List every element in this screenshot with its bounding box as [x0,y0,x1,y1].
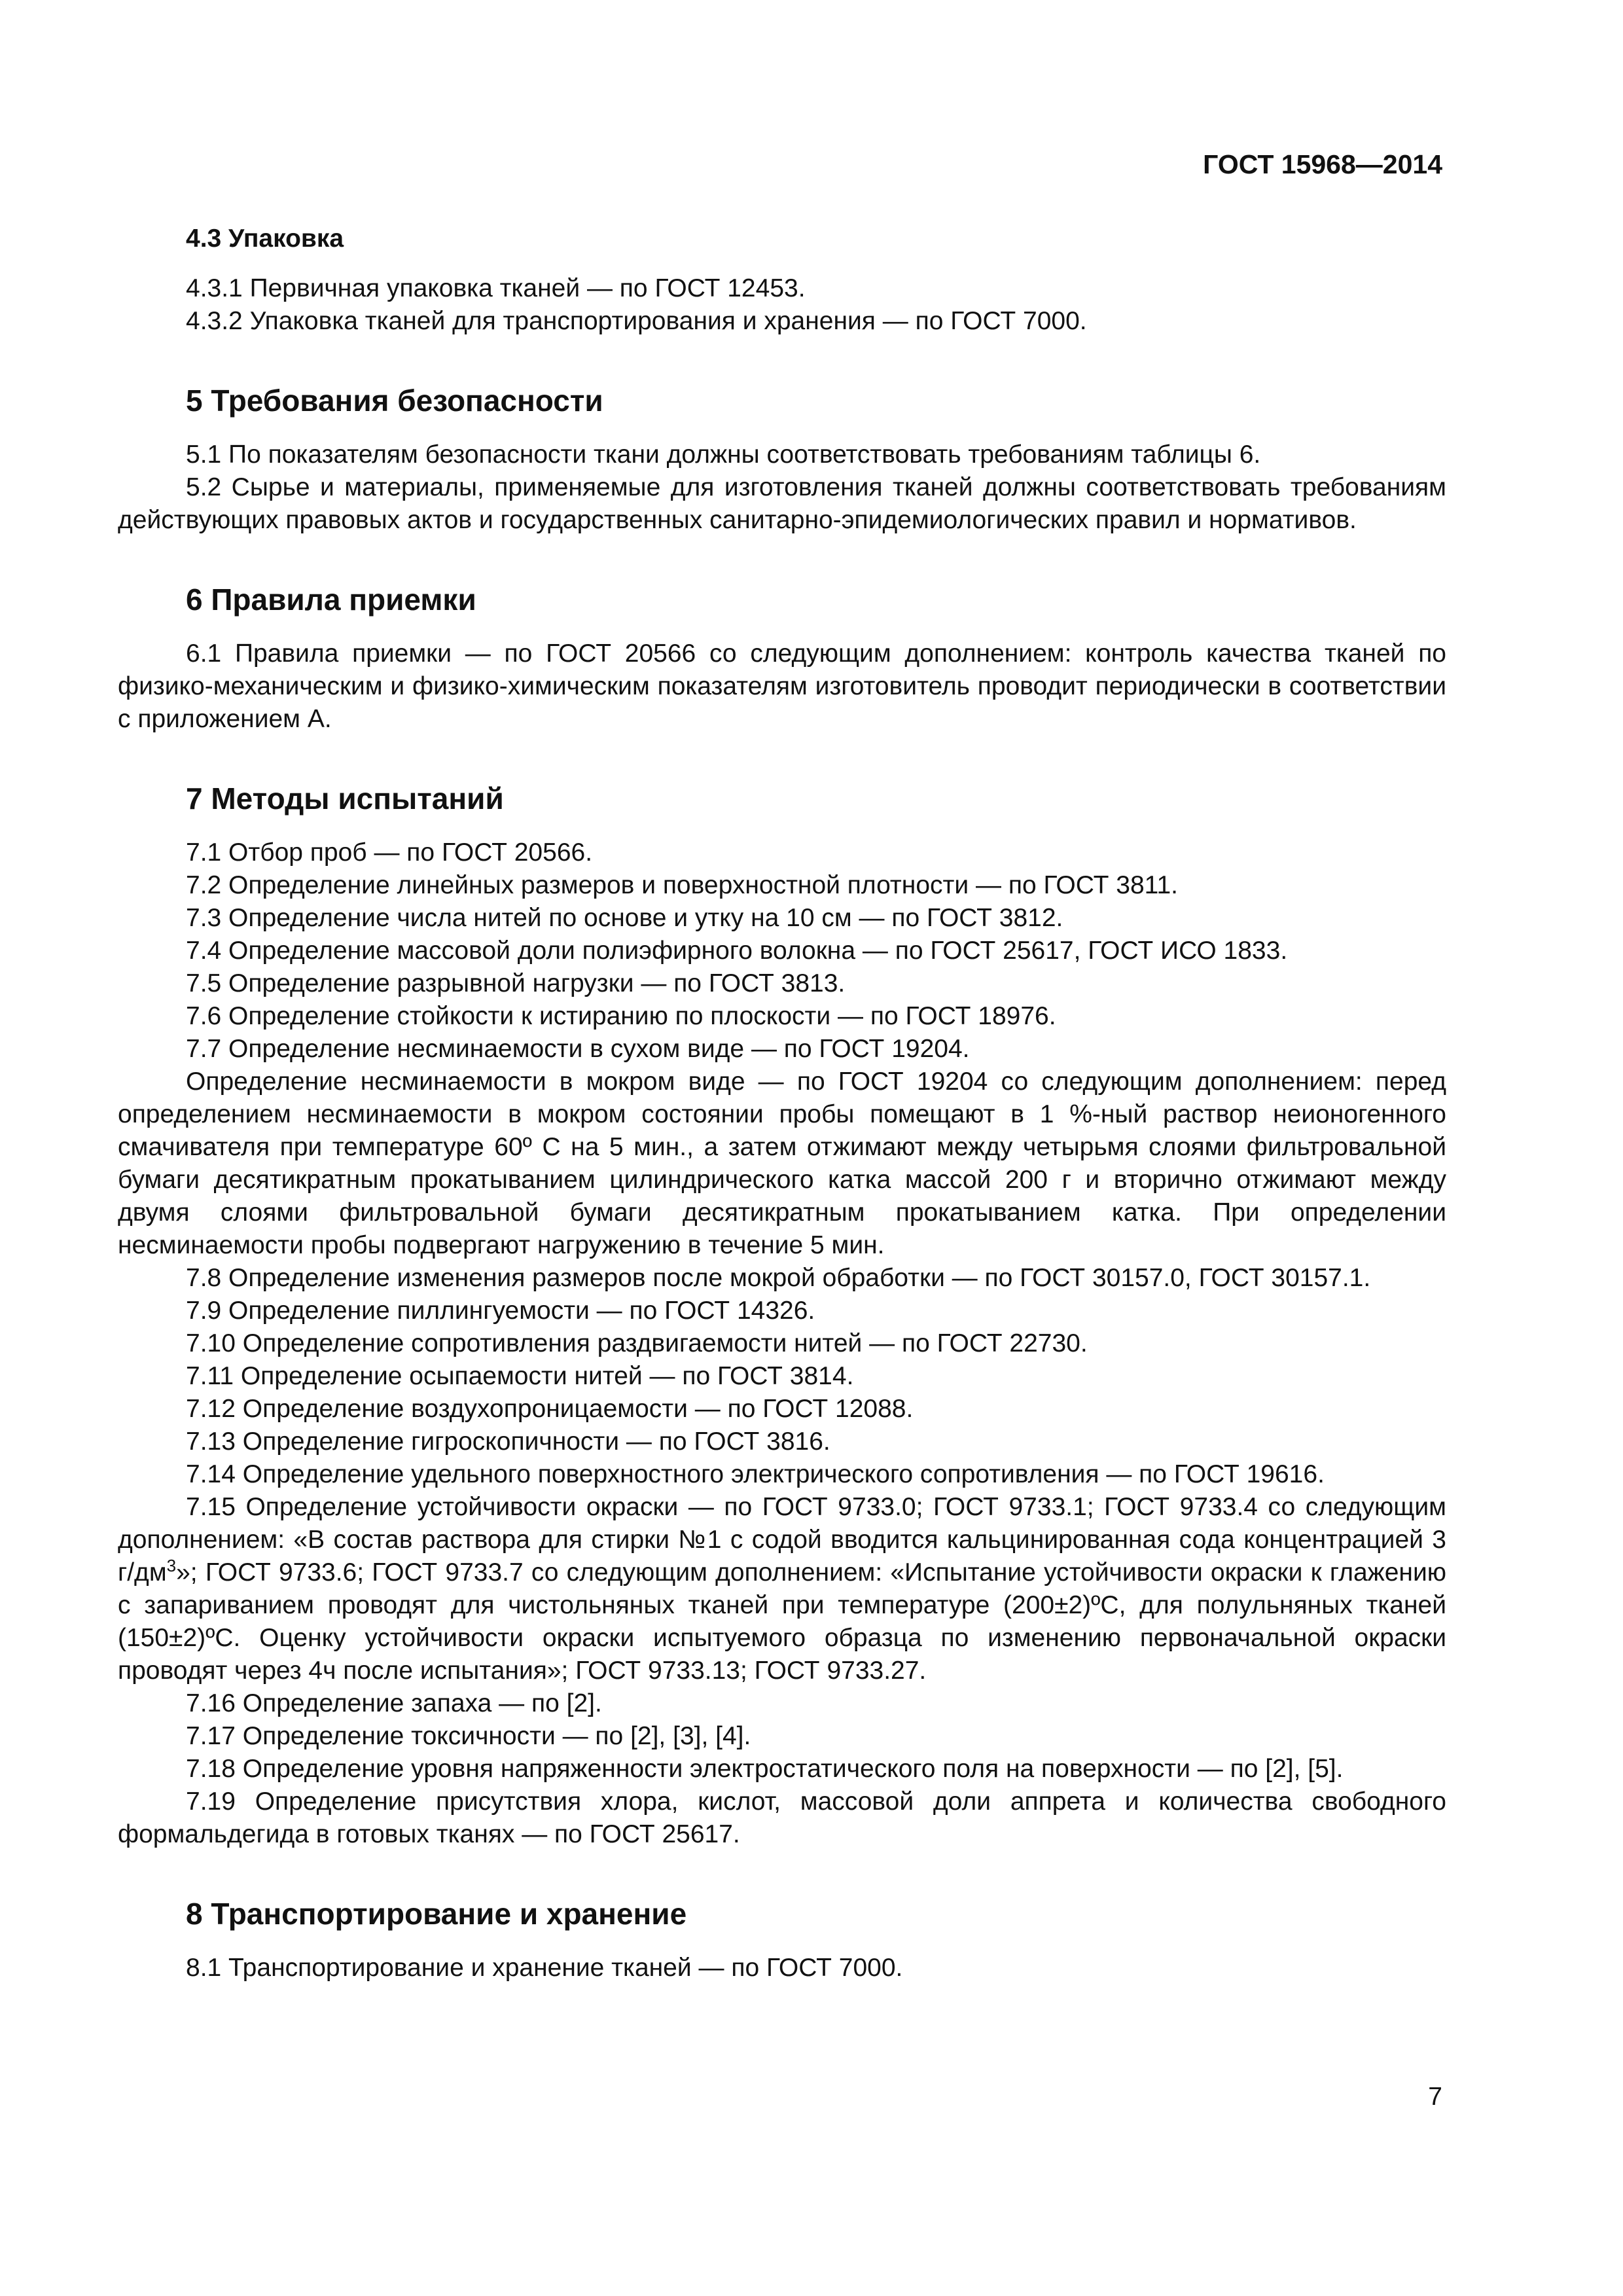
paragraph-7-7-wet: Определение несминаемости в мокром виде — по ГОСТ 19204 со следующим дополнением: перед определением несминаемости в мокром состоянии пробы помещают в 1 %-ный раствор неионогенного смачивателя при температуре 60º С на 5 мин., а затем отжимают между четырьмя слоями фильтровальной бумаги десятикратным прокатыванием цилиндрического катка массой 200 г и вторично отжимают между двумя слоями фильтровальной бумаги десятикратным прокатыванием катка. При определении несминаемости пробы подвергают нагружению в течение 5 мин. [118,1067,1446,1259]
section-title-7: 7 Методы испытаний [186,781,504,816]
paragraph-7-12: 7.12 Определение воздухопроницаемости — по ГОСТ 12088. [186,1395,914,1423]
paragraph-7-15-text-before: 7.15 Определение устойчивости окраски — по ГОСТ 9733.0; ГОСТ 9733.1; ГОСТ 9733.4 со следующим дополнением: «В состав раствора для стирки №1 с содой вводится кальцинированная сода концентрацией 3 г/дм [118,1493,1446,1587]
paragraph-7-6: 7.6 Определение стойкости к истиранию по плоскости — по ГОСТ 18976. [186,1002,1056,1030]
paragraph-7-14: 7.14 Определение удельного поверхностного электрического сопротивления — по ГОСТ 19616. [186,1460,1325,1488]
paragraph-7-18: 7.18 Определение уровня напряженности электростатического поля на поверхности — по [2], [5]. [186,1755,1344,1783]
document-body [118,223,1446,1984]
superscript-3: 3 [166,1556,177,1575]
document-code: ГОСТ 15968—2014 [1203,149,1442,179]
paragraph-7-7: 7.7 Определение несминаемости в сухом виде — по ГОСТ 19204. [186,1035,970,1063]
section-title-5: 5 Требования безопасности [186,384,603,418]
paragraph-6-1: 6.1 Правила приемки — по ГОСТ 20566 со следующим дополнением: контроль качества тканей по физико-механическим и физико-химическим показателям изготовитель проводит периодически в соответствии с приложением А. [118,639,1446,733]
paragraph-4-3-1: 4.3.1 Первичная упаковка тканей — по ГОСТ 12453. [186,274,806,302]
subsection-title-4-3: 4.3 Упаковка [186,224,344,253]
paragraph-7-1: 7.1 Отбор проб — по ГОСТ 20566. [186,838,593,867]
paragraph-7-13: 7.13 Определение гигроскопичности — по ГОСТ 3816. [186,1427,830,1456]
paragraph-7-8: 7.8 Определение изменения размеров после мокрой обработки — по ГОСТ 30157.0, ГОСТ 30157.1. [186,1264,1371,1292]
paragraph-7-15-text-after: »; ГОСТ 9733.6; ГОСТ 9733.7 со следующим дополнением: «Испытание устойчивости окраски к глажению с запариванием проводят для чистольняных тканей при температуре (200±2)ºС, для полульняных тканей (150±2)ºС. Оценку устойчивости окраски испытуемого образца по изменению первоначальной окраски проводят через 4ч после испытания»; ГОСТ 9733.13; ГОСТ 9733.27. [118,1558,1446,1685]
paragraph-5-1: 5.1 По показателям безопасности ткани должны соответствовать требованиям таблицы 6. [186,440,1261,469]
paragraph-4-3-2: 4.3.2 Упаковка тканей для транспортирования и хранения — по ГОСТ 7000. [186,307,1087,335]
paragraph-7-3: 7.3 Определение числа нитей по основе и утку на 10 см — по ГОСТ 3812. [186,904,1063,932]
paragraph-7-4: 7.4 Определение массовой доли полиэфирного волокна — по ГОСТ 25617, ГОСТ ИСО 1833. [186,937,1288,965]
section-title-6: 6 Правила приемки [186,583,476,617]
paragraph-7-15 [118,1491,1446,1687]
section-title-8: 8 Транспортирование и хранение [186,1897,687,1931]
paragraph-7-9: 7.9 Определение пиллингуемости — по ГОСТ 14326. [186,1297,815,1325]
paragraph-7-2: 7.2 Определение линейных размеров и поверхностной плотности — по ГОСТ 3811. [186,871,1178,899]
paragraph-8-1: 8.1 Транспортирование и хранение тканей — по ГОСТ 7000. [186,1954,903,1982]
page-number: 7 [1428,2083,1442,2111]
paragraph-7-16: 7.16 Определение запаха — по [2]. [186,1689,602,1717]
paragraph-7-10: 7.10 Определение сопротивления раздвигаемости нитей — по ГОСТ 22730. [186,1329,1088,1357]
paragraph-7-5: 7.5 Определение разрывной нагрузки — по ГОСТ 3813. [186,969,846,997]
paragraph-5-2: 5.2 Сырье и материалы, применяемые для изготовления тканей должны соответствовать требованиям действующих правовых актов и государственных санитарно-эпидемиологических правил и нормативов. [118,473,1446,534]
paragraph-7-17: 7.17 Определение токсичности — по [2], [3], [4]. [186,1722,751,1750]
paragraph-7-11: 7.11 Определение осыпаемости нитей — по ГОСТ 3814. [186,1362,854,1390]
paragraph-7-19: 7.19 Определение присутствия хлора, кислот, массовой доли аппрета и количества свободного формальдегида в готовых тканях — по ГОСТ 25617. [118,1787,1446,1848]
